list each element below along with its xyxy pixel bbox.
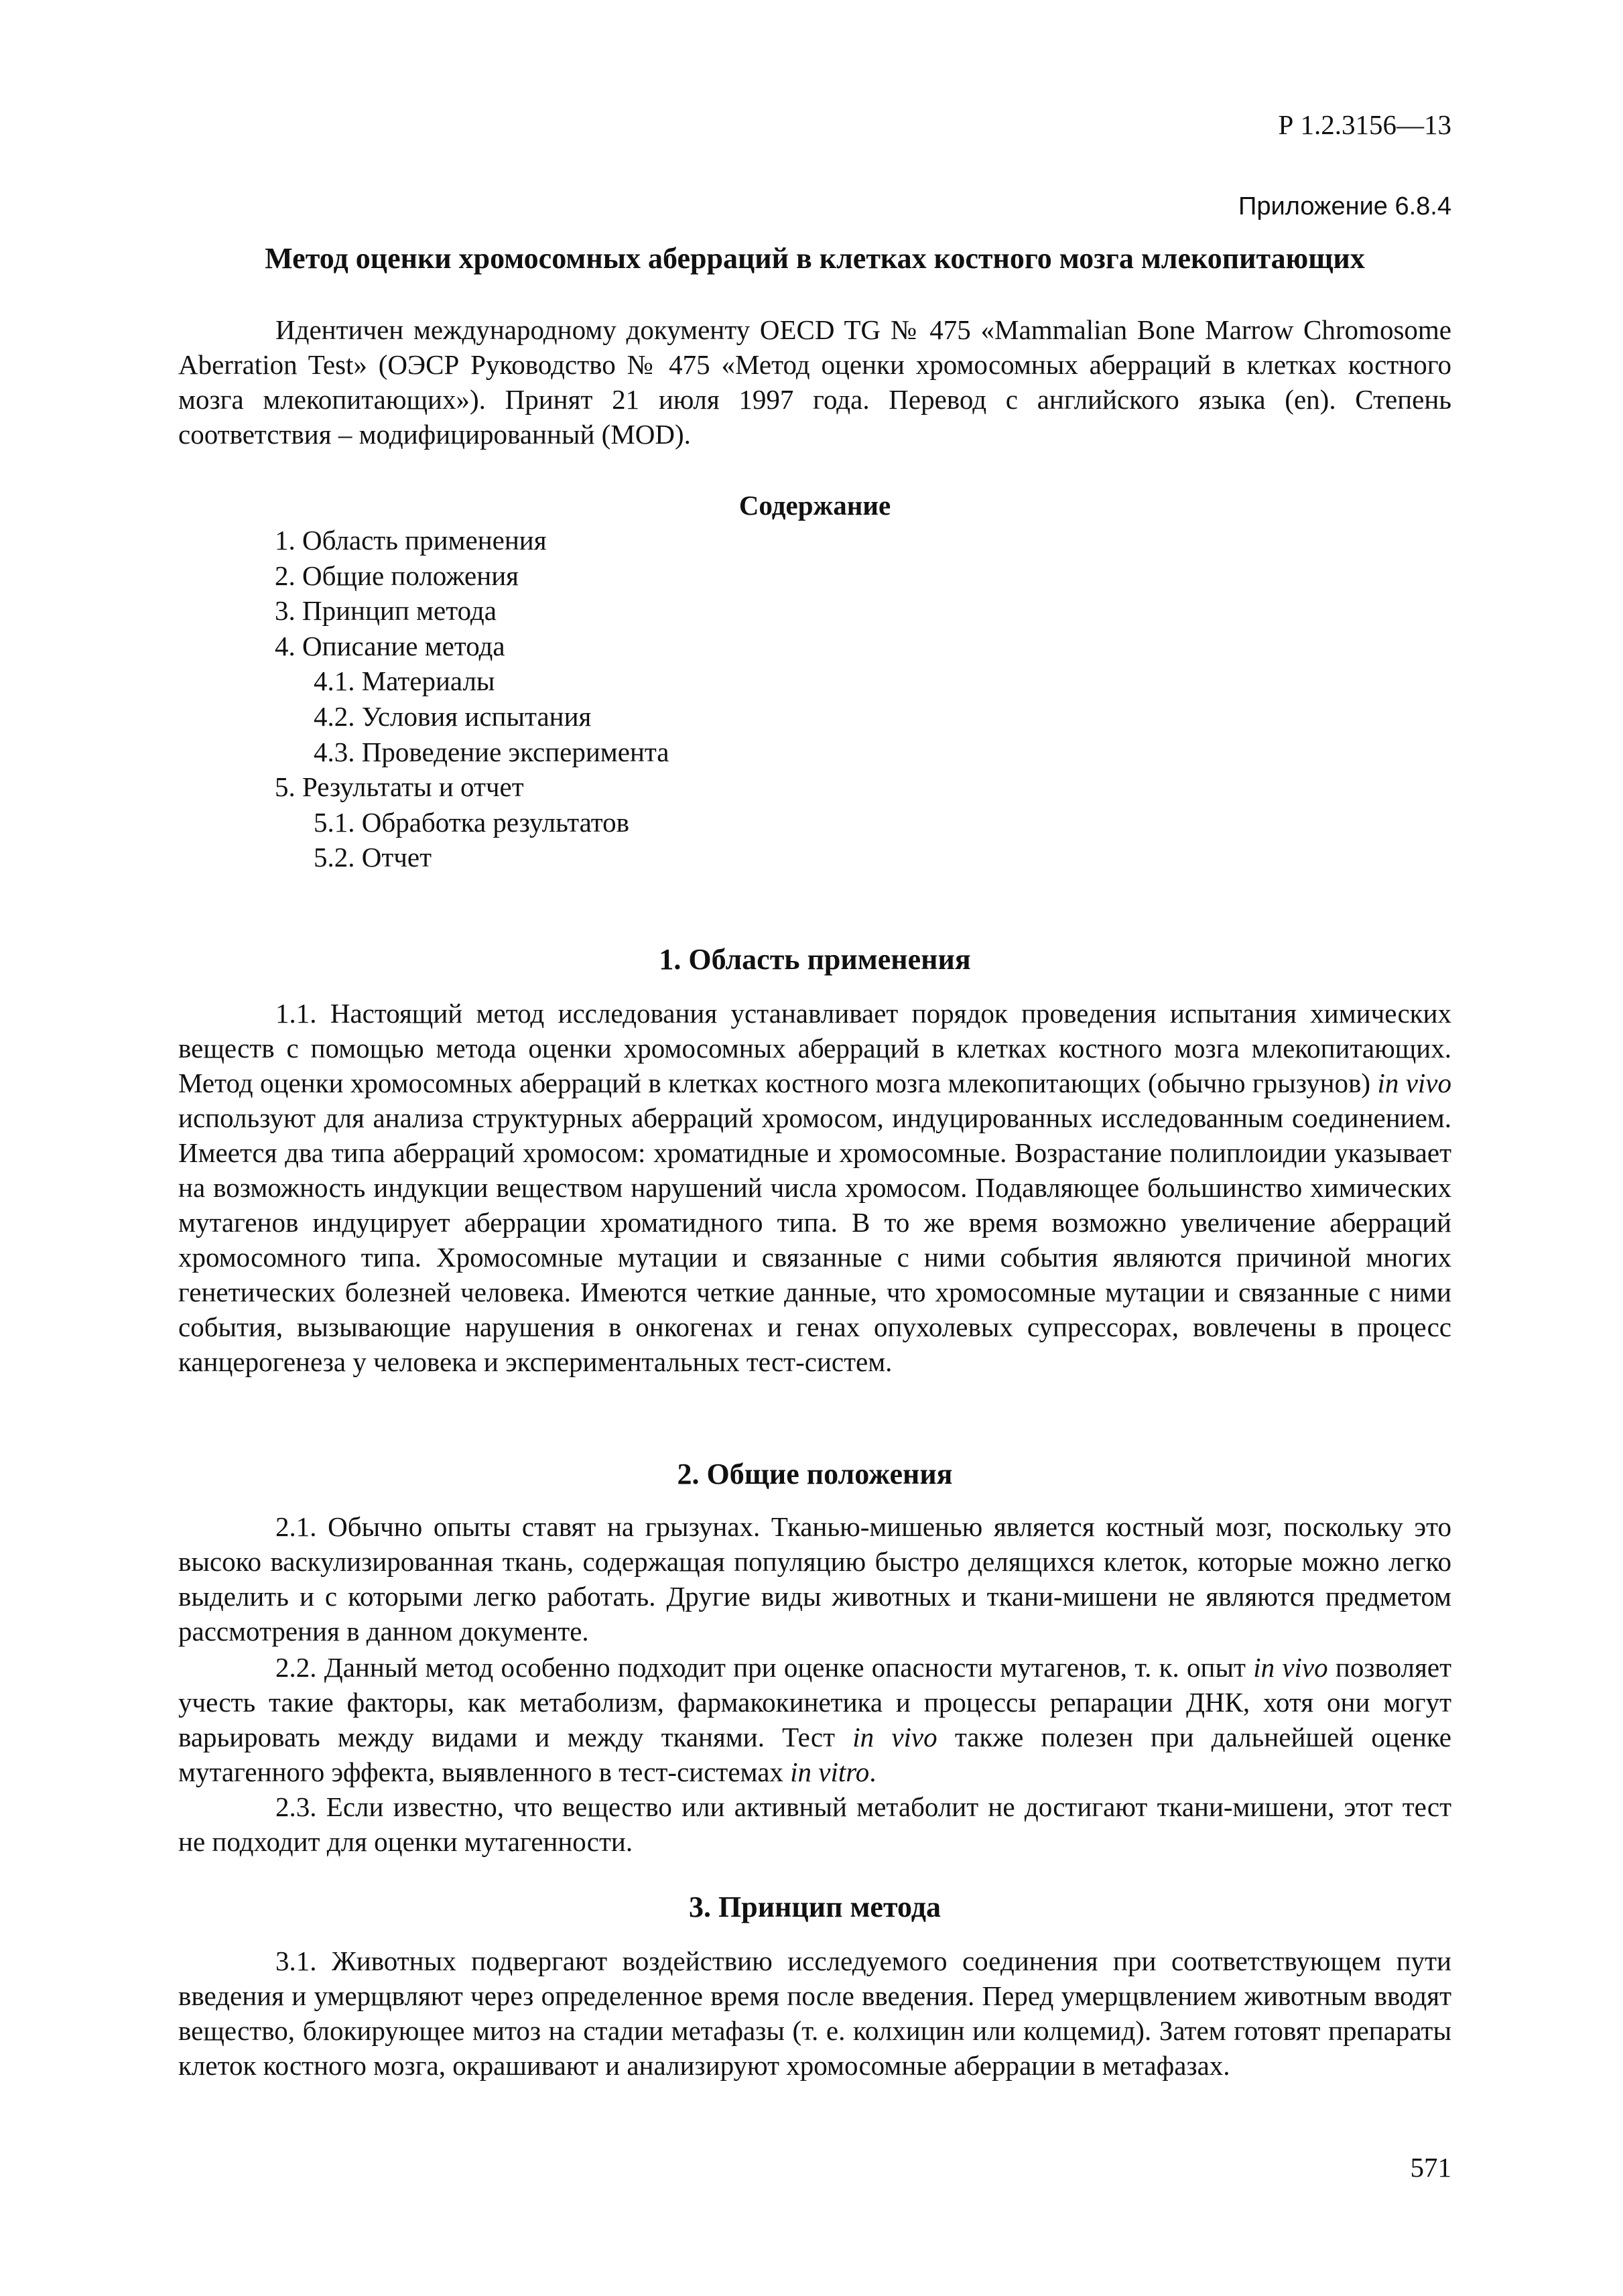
toc-item: 2. Общие положения	[275, 560, 519, 591]
toc-subitem: 4.1. Материалы	[314, 665, 495, 697]
toc-subitem: 4.2. Условия испытания	[314, 700, 592, 732]
toc-subitem: 5.1. Обработка результатов	[314, 806, 630, 838]
section-2-paragraph-2: 2.2. Данный метод особенно подходит при оценке опасности мутагенов, т. к. опыт in vivo позволяет учесть такие факторы, как метаболизм, фармакокинетика и процессы репарации ДНК, хотя они могут варьировать между видами и между тканями. Тест in vivo также полезен при дальнейшей оценке мутагенного эффекта, выявленного в тест-системах in vitro.	[178, 1652, 1451, 1787]
document-code: Р 1.2.3156—13	[1278, 109, 1451, 140]
section-1-paragraph-1: 1.1. Настоящий метод исследования устанавливает порядок проведения испытания химических веществ с помощью метода оценки хромосомных аберраций в клетках костного мозга млекопитающих. Метод оценки хромосомных аберраций в клетках костного мозга млекопитающих (обычно грызунов) in vivo используют для анализа структурных аберраций хромосом, индуцированных исследованным соединением. Имеется два типа аберраций хромосом: хроматидные и хромосомные. Возрастание полиплоидии указывает на возможность индукции веществом нарушений числа хромосом. Подавляющее большинство химических мутагенов индуцирует аберрации хроматидного типа. В то же время возможно увеличение аберраций хромосомного типа. Хромосомные мутации и связанные с ними события являются причиной многих генетических болезней человека. Имеются четкие данные, что хромосомные мутации и связанные с ними события, вызывающие нарушения в онкогенах и генах опухолевых супрессорах, вовлечены в процесс канцерогенеза у человека и экспериментальных тест-систем.	[178, 998, 1451, 1377]
appendix-label: Приложение 6.8.4	[1238, 192, 1451, 220]
toc-item: 4. Описание метода	[275, 630, 505, 661]
section-2-paragraph-3: 2.3. Если известно, что вещество или активный метаболит не достигают ткани-мишени, этот тест не подходит для оценки мутагенности.	[178, 1791, 1451, 1857]
toc-subitem: 5.2. Отчет	[314, 842, 432, 873]
table-of-contents	[275, 523, 669, 875]
section-3-paragraph-1: 3.1. Животных подвергают воздействию исследуемого соединения при соответствующем пути введения и умерщвляют через определенное время после введения. Перед умерщвлением животным вводят вещество, блокирующее митоз на стадии метафазы (т. е. колхицин или колцемид). Затем готовят препараты клеток костного мозга, окрашивают и анализируют хромосомные аберрации в метафазах.	[178, 1946, 1451, 2081]
toc-subitem: 4.3. Проведение эксперимента	[314, 736, 669, 767]
section-2-paragraph-1: 2.1. Обычно опыты ставят на грызунах. Тканью-мишенью является костный мозг, поскольку это высоко васкулизированная ткань, содержащая популяцию быстро делящихся клеток, которые можно легко выделить и с которыми легко работать. Другие виды животных и ткани-мишени не являются предметом рассмотрения в данном документе.	[178, 1511, 1451, 1647]
toc-item: 5. Результаты и отчет	[275, 771, 524, 803]
section-1-title: 1. Область применения	[659, 943, 971, 976]
page-number: 571	[1410, 2152, 1451, 2183]
toc-item: 1. Область применения	[275, 525, 547, 556]
toc-title: Содержание	[738, 490, 891, 521]
section-3-title: 3. Принцип метода	[689, 1891, 941, 1923]
document-title: Метод оценки хромосомных аберраций в клетках костного мозга млекопитающих	[265, 242, 1365, 275]
section-2-title: 2. Общие положения	[677, 1458, 953, 1490]
intro-paragraph: Идентичен международному документу OECD TG № 475 «Mammalian Bone Marrow Chromosome Aberration Test» (ОЭСР Руководство № 475 «Метод оценки хромосомных аберраций в клетках костного мозга млекопитающих»). Принят 21 июля 1997 года. Перевод с английского языка (en). Степень соответствия – модифицированный (MOD).	[178, 314, 1451, 450]
toc-item: 3. Принцип метода	[275, 595, 497, 627]
